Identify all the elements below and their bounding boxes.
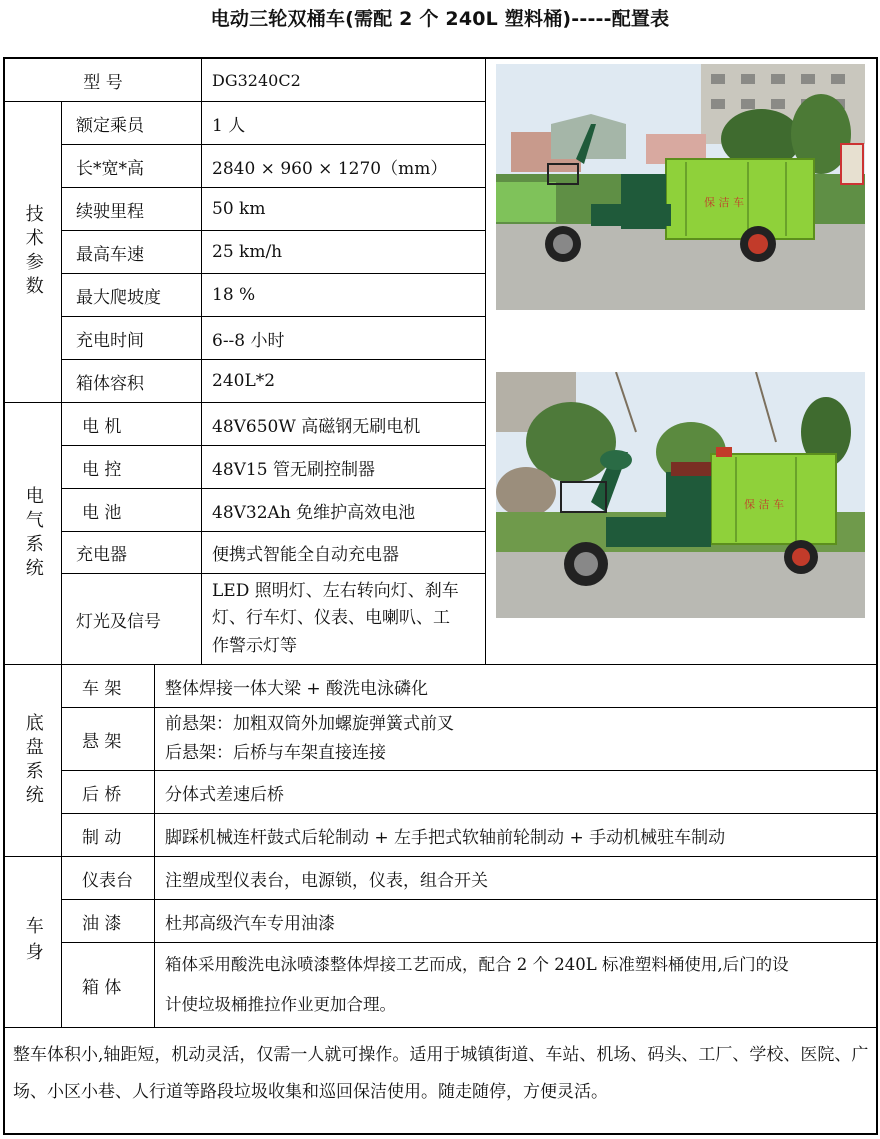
chassis-line: 前悬架：加粗双筒外加螺旋弹簧式前叉 [165, 714, 454, 735]
vehicle-photo [496, 64, 865, 310]
electric-label: 电 池 [82, 502, 122, 523]
chassis-label: 后 桥 [82, 784, 122, 805]
section-tech [5, 102, 61, 402]
chassis-label: 悬 架 [82, 731, 122, 752]
box-text: 保 洁 车 [704, 196, 744, 209]
model-value: DG3240C2 [212, 70, 301, 90]
vehicle-photo-image [496, 372, 865, 618]
tech-label: 箱体容积 [76, 373, 144, 394]
electric-value: 便携式智能全自动充电器 [212, 545, 399, 565]
tech-value: 50 km [212, 199, 266, 219]
section-chassis [5, 665, 61, 856]
electric-label: 充电器 [76, 545, 127, 565]
tech-label: 续驶里程 [76, 201, 144, 222]
box-text: 保 洁 车 [744, 498, 784, 511]
chassis-value [155, 708, 876, 770]
rule [485, 59, 486, 664]
lights-value [202, 574, 485, 664]
section-label: 底盘系统 [22, 712, 44, 809]
section-label: 电气系统 [22, 485, 44, 582]
tech-value: 25 km/h [212, 242, 283, 262]
body-label: 仪表台 [82, 870, 133, 891]
body-line: 箱体采用酸洗电泳喷漆整体焊接工艺而成，配合 2 个 240L 标准塑料桶使用,后门的设 [165, 954, 789, 974]
tech-label: 最大爬坡度 [76, 287, 161, 308]
vehicle-photo-image [496, 64, 865, 310]
tech-value: 240L*2 [212, 371, 276, 391]
chassis-value: 分体式差速后桥 [165, 784, 284, 805]
vehicle-photo [496, 372, 865, 618]
chassis-line: 后悬架：后桥与车架直接连接 [165, 743, 386, 763]
tech-value: 6--8 小时 [212, 330, 285, 351]
electric-value: 48V15 管无刷控制器 [212, 459, 375, 480]
lights-line: 灯、行车灯、仪表、电喇叭、工 [212, 608, 450, 629]
section-label: 车身 [22, 916, 44, 968]
body-label: 油 漆 [82, 913, 122, 934]
body-label: 箱 体 [82, 977, 122, 998]
chassis-value: 整体焊接一体大梁 + 酸洗电泳磷化 [165, 678, 429, 699]
body-value: 杜邦高级汽车专用油漆 [165, 913, 335, 934]
section-electric [5, 403, 61, 664]
body-value: 注塑成型仪表台，电源锁，仪表，组合开关 [165, 870, 488, 891]
tech-label: 充电时间 [76, 330, 144, 351]
body-value [155, 943, 876, 1027]
tech-label: 最高车速 [76, 244, 144, 265]
section-label: 技术参数 [22, 204, 44, 300]
electric-label: 电 控 [82, 459, 122, 480]
tech-label: 长*宽*高 [76, 158, 144, 179]
lights-line: LED 照明灯、左右转向灯、刹车 [212, 580, 459, 601]
lights-line: 作警示灯等 [212, 635, 297, 656]
chassis-label: 车 架 [82, 678, 122, 699]
tech-value: 18 % [212, 285, 256, 305]
page-title: 电动三轮双桶车(需配 2 个 240L 塑料桶)-----配置表 [210, 8, 670, 30]
electric-value: 48V650W 高磁钢无刷电机 [212, 416, 421, 437]
tech-label: 额定乘员 [76, 115, 144, 136]
chassis-value: 脚踩机械连杆鼓式后轮制动 + 左手把式软轴前轮制动 + 手动机械驻车制动 [165, 827, 726, 848]
section-body [5, 857, 61, 1027]
tech-value: 2840 × 960 × 1270（mm） [212, 158, 448, 179]
footer-description: 整车体积小,轴距短，机动灵活，仅需一人就可操作。适用于城镇街道、车站、机场、码头、工厂、学校、医院、广场、小区小巷、人行道等路段垃圾收集和巡回保洁使用。随走随停，方便灵活。 [13, 1045, 869, 1102]
chassis-label: 制 动 [82, 827, 122, 848]
config-table [3, 57, 878, 1135]
tech-value: 1 人 [212, 115, 246, 136]
electric-label: 电 机 [82, 416, 122, 437]
rule [5, 1027, 876, 1028]
body-line: 计使垃圾桶推拉作业更加合理。 [165, 995, 396, 1014]
electric-value: 48V32Ah 免维护高效电池 [212, 502, 416, 523]
model-label: 型 号 [83, 72, 123, 93]
lights-label: 灯光及信号 [76, 611, 161, 632]
